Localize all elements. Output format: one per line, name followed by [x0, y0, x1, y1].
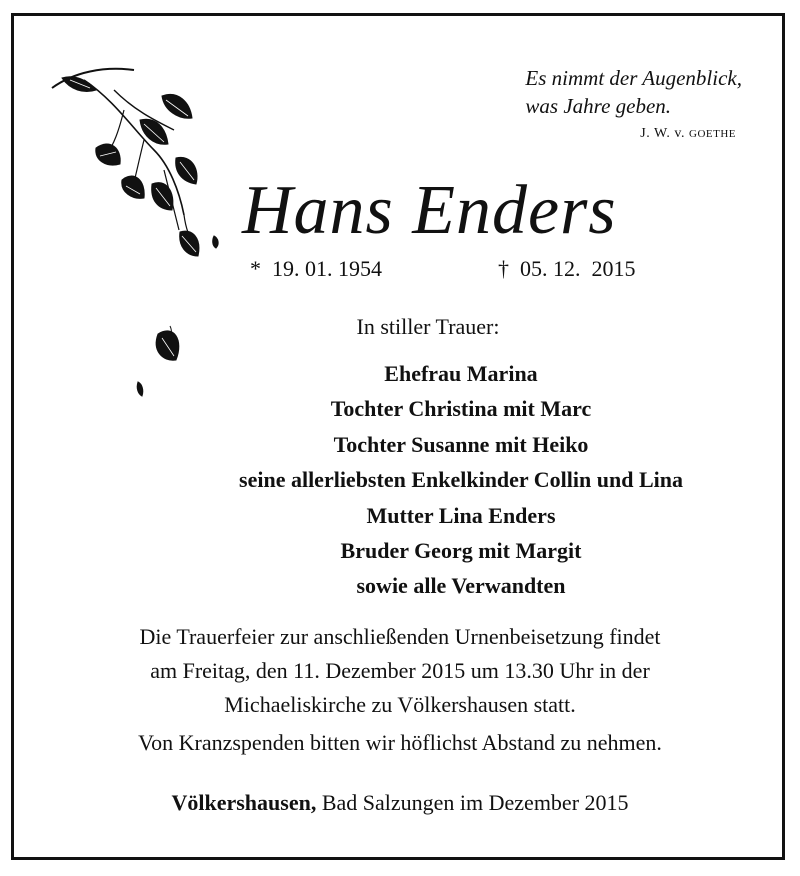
ceremony-info: [0, 620, 800, 722]
place-rest: Bad Salzungen im Dezember 2015: [321, 790, 629, 815]
wreath-note: Von Kranzspenden bitten wir höflichst Abstand zu nehmen.: [138, 730, 662, 755]
quote-line-1: Es nimmt der Augenblick,: [525, 66, 742, 90]
family-member: seine allerliebsten Enkelkinder Collin und Lina: [239, 467, 683, 493]
quote-line-2: was Jahre geben.: [525, 94, 672, 118]
death-date: 05. 12. 2015: [520, 256, 636, 281]
family-member: Bruder Georg mit Margit: [340, 538, 582, 564]
mourning-heading: In stiller Trauer:: [356, 314, 500, 339]
family-member: Ehefrau Marina: [384, 361, 538, 386]
family-member: Tochter Christina mit Marc: [330, 396, 592, 422]
author-name: GOETHE: [689, 128, 736, 140]
family-list: [0, 356, 800, 604]
author-initials: J. W. v.: [640, 126, 685, 141]
death-date-line: [498, 256, 636, 282]
family-member: sowie alle Verwandten: [356, 573, 566, 599]
place-date-line: [0, 790, 800, 816]
birth-date: 19. 01. 1954: [272, 256, 382, 281]
family-member: Tochter Susanne mit Heiko: [333, 431, 589, 457]
birth-symbol: *: [250, 256, 261, 281]
goethe-quote: [525, 64, 742, 120]
deceased-name: Hans Enders: [242, 172, 617, 249]
quote-author: [640, 126, 736, 142]
birth-date-line: [250, 256, 382, 282]
death-symbol: †: [498, 256, 509, 281]
ceremony-line-2: am Freitag, den 11. Dezember 2015 um 13.30 Uhr in der: [150, 658, 650, 683]
ceremony-line-1: Die Trauerfeier zur anschließenden Urnenbeisetzung findet: [139, 624, 661, 649]
place-town: Völkershausen,: [171, 790, 317, 815]
family-member: Mutter Lina Enders: [366, 502, 556, 528]
ceremony-line-3: Michaeliskirche zu Völkershausen statt.: [224, 692, 576, 717]
